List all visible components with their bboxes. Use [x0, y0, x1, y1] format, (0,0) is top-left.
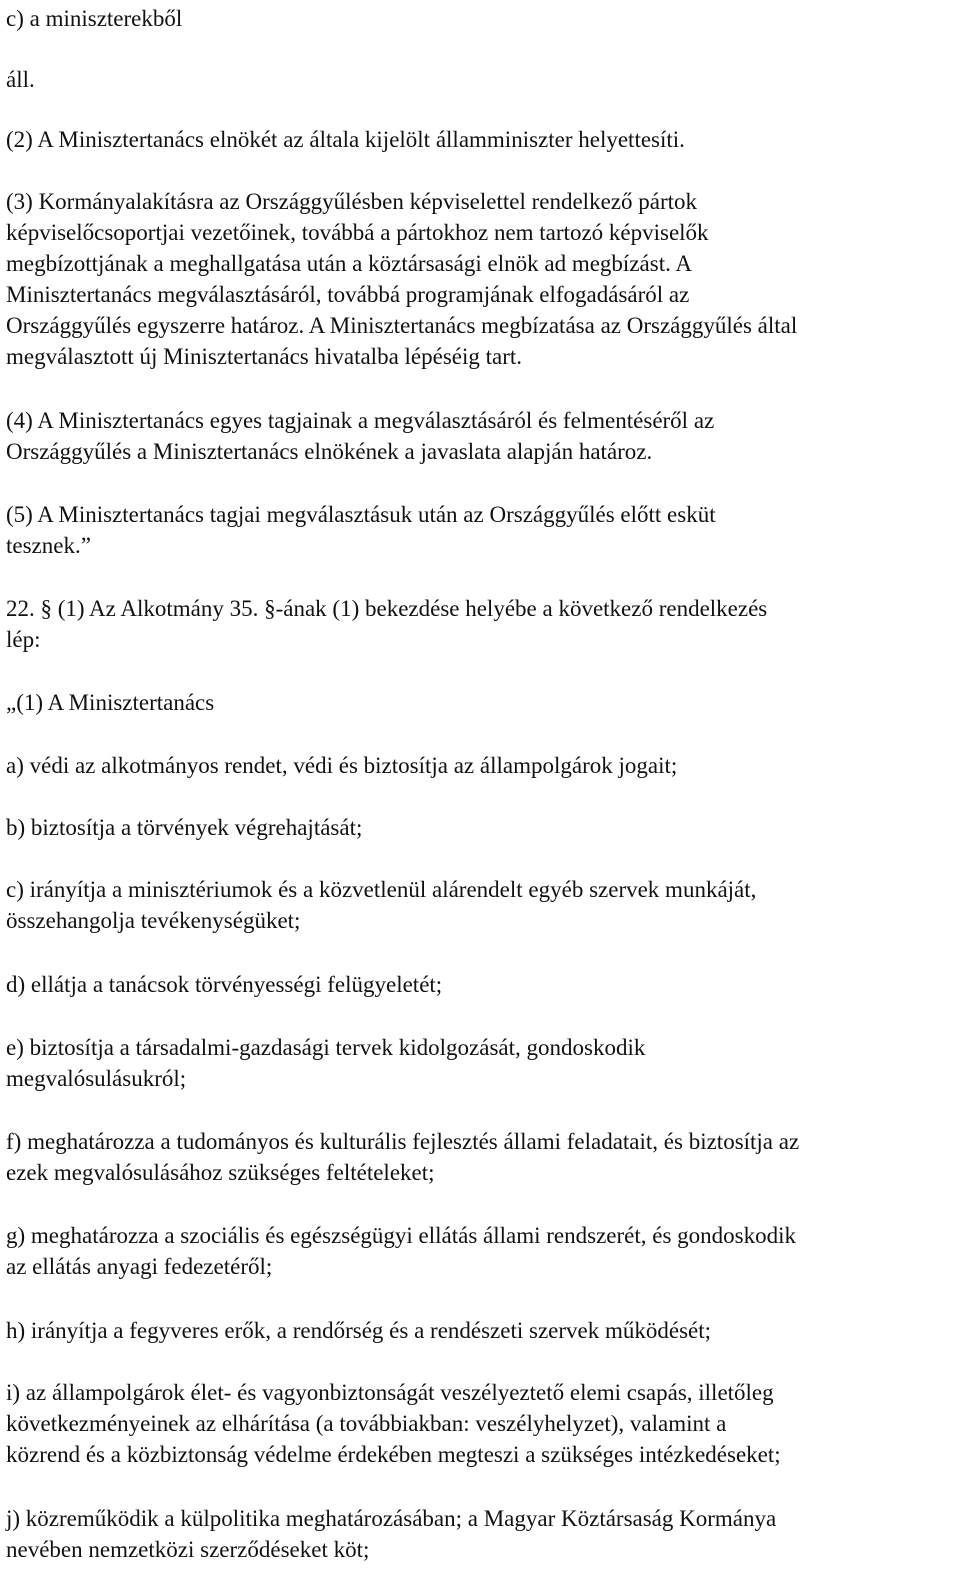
list-item-b	[6, 812, 362, 843]
text-line: Minisztertanács megválasztásáról, továbbá programjának elfogadásáról az	[6, 282, 690, 307]
text-line: Országgyűlés a Minisztertanács elnökének a javaslata alapján határoz.	[6, 439, 653, 464]
text-line: h) irányítja a fegyveres erők, a rendőrség és a rendészeti szervek működését;	[6, 1318, 712, 1343]
text-line: g) meghatározza a szociális és egészségügyi ellátás állami rendszerét, és gondoskodik	[6, 1223, 797, 1248]
text-line: képviselőcsoportjai vezetőinek, továbbá a pártokhoz nem tartozó képviselők	[6, 220, 709, 245]
text-line: c) a miniszterekből	[6, 6, 183, 31]
text-line: (3) Kormányalakításra az Országgyűlésben képviselettel rendelkező pártok	[6, 189, 697, 214]
text-line: b) biztosítja a törvények végrehajtását;	[6, 815, 363, 840]
text-line: ezek megvalósulásához szükséges feltételeket;	[6, 1160, 435, 1185]
text-line: „(1) A Minisztertanács	[6, 690, 215, 715]
list-item-h	[6, 1315, 711, 1346]
text-line: c) irányítja a minisztériumok és a közvetlenül alárendelt egyéb szervek munkáját,	[6, 877, 757, 902]
text-line: megbízottjának a meghallgatása után a köztársasági elnök ad megbízást. A	[6, 251, 692, 276]
text-line: áll.	[6, 67, 35, 92]
list-item-g	[6, 1220, 796, 1282]
text-line: 22. § (1) Az Alkotmány 35. §-ának (1) bekezdése helyébe a következő rendelkezés	[6, 596, 768, 621]
text-line: d) ellátja a tanácsok törvényességi felügyeletét;	[6, 972, 443, 997]
list-item-f	[6, 1126, 799, 1188]
text-line: az ellátás anyagi fedezetéről;	[6, 1254, 273, 1279]
paragraph-c-ministers	[6, 3, 182, 34]
paragraph-2	[6, 124, 685, 155]
paragraph-4	[6, 405, 714, 467]
text-line: e) biztosítja a társadalmi-gazdasági tervek kidolgozását, gondoskodik	[6, 1035, 646, 1060]
text-line: közrend és a közbiztonság védelme érdekében megteszi a szükséges intézkedéseket;	[6, 1442, 781, 1467]
list-item-c	[6, 874, 756, 936]
list-item-d	[6, 969, 442, 1000]
paragraph-section-22	[6, 593, 767, 655]
paragraph-quote-1	[6, 687, 214, 718]
text-line: f) meghatározza a tudományos és kulturális fejlesztés állami feladatait, és biztosítja az	[6, 1129, 800, 1154]
list-item-j	[6, 1503, 776, 1565]
paragraph-all	[6, 64, 35, 95]
text-line: i) az állampolgárok élet- és vagyonbiztonságát veszélyeztető elemi csapás, illetőleg	[6, 1380, 774, 1405]
text-line: (4) A Minisztertanács egyes tagjainak a megválasztásáról és felmentéséről az	[6, 408, 715, 433]
paragraph-3	[6, 186, 797, 372]
list-item-a	[6, 750, 677, 781]
text-line: lép:	[6, 627, 41, 652]
text-line: következményeinek az elhárítása (a továbbiakban: veszélyhelyzet), valamint a	[6, 1411, 727, 1436]
text-line: megválasztott új Minisztertanács hivatalba lépéséig tart.	[6, 344, 523, 369]
text-line: Országgyűlés egyszerre határoz. A Minisztertanács megbízatása az Országgyűlés által	[6, 313, 798, 338]
text-line: (5) A Minisztertanács tagjai megválasztásuk után az Országgyűlés előtt esküt	[6, 502, 716, 527]
text-line: összehangolja tevékenységüket;	[6, 908, 301, 933]
text-line: tesznek.”	[6, 533, 91, 558]
list-item-e	[6, 1032, 645, 1094]
paragraph-5	[6, 499, 716, 561]
text-line: nevében nemzetközi szerződéseket köt;	[6, 1537, 370, 1562]
text-line: j) közreműködik a külpolitika meghatározásában; a Magyar Köztársaság Kormánya	[6, 1506, 777, 1531]
text-line: (2) A Minisztertanács elnökét az általa kijelölt államminiszter helyettesíti.	[6, 127, 685, 152]
text-line: a) védi az alkotmányos rendet, védi és biztosítja az állampolgárok jogait;	[6, 753, 678, 778]
text-line: megvalósulásukról;	[6, 1066, 187, 1091]
list-item-i	[6, 1377, 781, 1470]
